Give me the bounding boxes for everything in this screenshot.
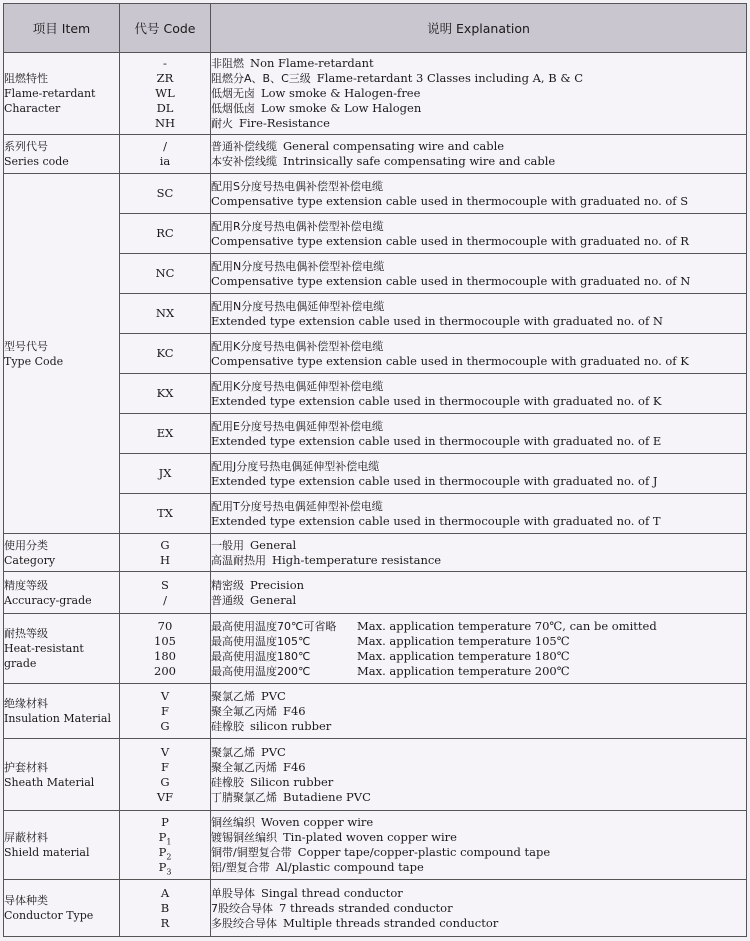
code-value: V <box>160 688 170 703</box>
expl-accuracy <box>211 572 747 614</box>
expl-line <box>211 86 746 101</box>
expl-cn: 最高使用温度200℃ <box>211 664 311 678</box>
expl-en: 7 threads stranded conductor <box>279 900 453 915</box>
code-value: F <box>161 703 169 718</box>
code-value: NH <box>154 116 176 130</box>
code-value: RC <box>120 214 211 254</box>
item-label-en: Flame-retardant <box>4 87 96 100</box>
expl-en: Low smoke & Halogen-free <box>261 86 421 100</box>
code-conductor <box>120 880 211 937</box>
type-row <box>4 174 747 214</box>
expl-type <box>211 254 747 294</box>
expl-sheath <box>211 739 747 811</box>
code-value: - <box>163 56 167 70</box>
item-insulation <box>4 684 120 739</box>
section-sheath <box>4 739 747 811</box>
expl-en: Flame-retardant 3 Classes including A, B & C <box>316 71 584 85</box>
code-value <box>120 860 210 875</box>
code-value: A <box>160 885 170 900</box>
code-value: H <box>159 552 171 567</box>
expl-cn: 铜丝编织 <box>211 816 255 829</box>
item-label-en: Insulation Material <box>4 712 111 725</box>
expl-cn: 配用K分度号热电偶延伸型补偿电缆 <box>211 379 384 393</box>
expl-en: Max. application temperature 200℃ <box>357 663 570 678</box>
expl-type <box>211 294 747 334</box>
expl-en: Max. application temperature 70℃, can be omitted <box>357 618 657 633</box>
item-label-en: Series code <box>4 155 69 168</box>
expl-line <box>211 71 746 86</box>
expl-cn: 精密级 <box>211 578 244 592</box>
expl-line <box>211 815 746 830</box>
code-value: 105 <box>154 633 176 648</box>
expl-line <box>211 538 746 553</box>
item-label-en: Accuracy-grade <box>4 593 92 607</box>
code-sheath <box>120 739 211 811</box>
item-label-en: grade <box>4 657 37 670</box>
item-label-cn: 精度等级 <box>4 578 48 592</box>
expl-flame <box>211 53 747 135</box>
expl-cn: 最高使用温度70℃可省略 <box>211 619 337 633</box>
expl-line <box>211 649 746 664</box>
expl-heat <box>211 614 747 684</box>
item-label-cn: 屏蔽材料 <box>4 831 48 844</box>
expl-cn: 镀锡铜丝编织 <box>211 831 277 844</box>
expl-series <box>211 135 747 174</box>
code-shield <box>120 811 211 880</box>
code-value <box>120 845 210 860</box>
section-heat <box>4 614 747 684</box>
code-insulation <box>120 684 211 739</box>
expl-cn: 聚氯乙烯 <box>211 745 255 759</box>
expl-en: Max. application temperature 105℃ <box>357 633 570 648</box>
expl-en: Singal thread conductor <box>261 885 403 900</box>
expl-line <box>211 760 746 775</box>
expl-en: Copper tape/copper-plastic compound tape <box>297 845 551 859</box>
expl-cn: 最高使用温度180℃ <box>211 649 311 663</box>
code-value: KC <box>120 334 211 374</box>
expl-line <box>211 619 746 634</box>
header-row <box>4 4 747 53</box>
section-accuracy <box>4 572 747 614</box>
expl-cn: 本安补偿线缆 <box>211 155 277 168</box>
expl-en: Al/plastic compound tape <box>275 860 424 874</box>
item-label-en: Heat-resistant <box>4 642 84 655</box>
code-value: R <box>160 915 170 930</box>
code-value: TX <box>120 494 211 534</box>
expl-line <box>211 689 746 704</box>
expl-shield <box>211 811 747 880</box>
expl-en: Extended type extension cable used in thermocouple with graduated no. of K <box>211 393 662 408</box>
section-series <box>4 135 747 174</box>
code-base: P <box>158 860 167 874</box>
item-label-cn: 阻燃特性 <box>4 72 48 85</box>
expl-line <box>211 139 746 154</box>
code-value <box>120 815 210 830</box>
code-value: F <box>161 759 169 774</box>
expl-en: High-temperature resistance <box>272 552 442 567</box>
expl-cn: 阻燃分A、B、C三级 <box>211 72 311 85</box>
item-label-en: Sheath Material <box>4 775 95 789</box>
expl-en: General <box>250 592 297 607</box>
code-table <box>3 3 747 937</box>
expl-cn: 多股绞合导体 <box>211 916 277 930</box>
item-label-cn: 使用分类 <box>4 538 48 552</box>
item-label-en: Conductor Type <box>4 909 94 922</box>
code-flame <box>120 53 211 135</box>
code-heat <box>120 614 211 684</box>
item-label-cn: 系列代号 <box>4 140 48 153</box>
expl-cn: 7股绞合导体 <box>211 901 273 915</box>
expl-type <box>211 374 747 414</box>
expl-cn: 配用K分度号热电偶补偿型补偿电缆 <box>211 339 384 353</box>
item-label-en: Category <box>4 553 56 567</box>
expl-type <box>211 494 747 534</box>
code-value: DL <box>156 101 174 115</box>
expl-cn: 低烟无卤 <box>211 87 255 100</box>
expl-en: Tin-plated woven copper wire <box>283 830 457 844</box>
item-label-cn: 耐热等级 <box>4 627 48 640</box>
expl-cn: 普通补偿线缆 <box>211 140 277 153</box>
section-flame <box>4 53 747 135</box>
code-value: WL <box>155 86 175 100</box>
expl-line <box>211 578 746 593</box>
item-accuracy <box>4 572 120 614</box>
expl-line <box>211 916 746 931</box>
code-value: NC <box>120 254 211 294</box>
expl-cn: 硅橡胶 <box>211 775 244 789</box>
item-heat <box>4 614 120 684</box>
expl-en: Intrinsically safe compensating wire and cable <box>283 154 556 168</box>
expl-line <box>211 116 746 131</box>
expl-en: Max. application temperature 180℃ <box>357 648 570 663</box>
expl-en: F46 <box>283 703 306 718</box>
code-value: 180 <box>154 648 176 663</box>
expl-cn: 聚全氟乙丙烯 <box>211 760 277 774</box>
code-value: B <box>160 900 170 915</box>
expl-cn: 耐火 <box>211 117 233 130</box>
code-category <box>120 534 211 572</box>
section-conductor <box>4 880 747 937</box>
code-value: ZR <box>156 71 174 85</box>
header-item: 项目 Item <box>4 4 120 53</box>
expl-en: Precision <box>250 577 305 592</box>
item-label-cn: 护套材料 <box>4 760 48 774</box>
expl-type <box>211 414 747 454</box>
expl-en: Silicon rubber <box>250 774 334 789</box>
expl-cn: 聚全氟乙丙烯 <box>211 704 277 718</box>
item-flame <box>4 53 120 135</box>
expl-cn: 聚氯乙烯 <box>211 689 255 703</box>
expl-en: Fire-Resistance <box>239 116 330 130</box>
expl-en: General compensating wire and cable <box>283 139 505 153</box>
code-base: P <box>161 815 169 829</box>
item-label-en: Character <box>4 102 61 115</box>
code-value: NX <box>120 294 211 334</box>
section-shield <box>4 811 747 880</box>
item-conductor <box>4 880 120 937</box>
code-value: KX <box>120 374 211 414</box>
code-value: JX <box>120 454 211 494</box>
header-explanation: 说明 Explanation <box>211 4 747 53</box>
expl-category <box>211 534 747 572</box>
code-value: 200 <box>154 663 176 678</box>
code-value: S <box>161 577 169 592</box>
expl-line <box>211 830 746 845</box>
item-shield <box>4 811 120 880</box>
expl-cn: 配用E分度号热电偶延伸型补偿电缆 <box>211 419 383 433</box>
item-label-en: Type Code <box>4 354 64 368</box>
expl-cn: 配用J分度号热电偶延伸型补偿电缆 <box>211 459 380 473</box>
expl-en: Extended type extension cable used in thermocouple with graduated no. of N <box>211 313 663 328</box>
expl-en: Non Flame-retardant <box>250 56 374 70</box>
expl-en: Compensative type extension cable used in thermocouple with graduated no. of N <box>211 273 691 288</box>
expl-line <box>211 56 746 71</box>
expl-line <box>211 634 746 649</box>
expl-en: Low smoke & Low Halogen <box>261 101 422 115</box>
expl-line <box>211 775 746 790</box>
code-accuracy <box>120 572 211 614</box>
code-value: G <box>160 774 170 789</box>
expl-line <box>211 845 746 860</box>
expl-cn: 低烟低卤 <box>211 102 255 115</box>
code-value: / <box>163 592 167 607</box>
expl-en: silicon rubber <box>250 718 332 733</box>
expl-en: Woven copper wire <box>261 815 374 829</box>
code-value: / <box>163 139 167 153</box>
expl-cn: 铜带/铜塑复合带 <box>211 846 292 859</box>
code-value: VF <box>156 789 174 804</box>
expl-cn: 单股导体 <box>211 886 255 900</box>
expl-insulation <box>211 684 747 739</box>
expl-en: Compensative type extension cable used in thermocouple with graduated no. of K <box>211 353 689 368</box>
expl-line <box>211 704 746 719</box>
item-label-cn: 绝缘材料 <box>4 697 48 710</box>
expl-en: PVC <box>261 688 286 703</box>
expl-cn: 普通级 <box>211 593 244 607</box>
expl-en: Multiple threads stranded conductor <box>283 915 499 930</box>
expl-en: Compensative type extension cable used in thermocouple with graduated no. of R <box>211 233 689 248</box>
item-sheath <box>4 739 120 811</box>
expl-line <box>211 860 746 875</box>
item-category <box>4 534 120 572</box>
code-value: ia <box>159 154 171 168</box>
expl-cn: 配用S分度号热电偶补偿型补偿电缆 <box>211 179 383 193</box>
expl-cn: 高温耐热用 <box>211 553 266 567</box>
expl-type <box>211 174 747 214</box>
expl-type <box>211 334 747 374</box>
expl-conductor <box>211 880 747 937</box>
expl-cn: 配用R分度号热电偶补偿型补偿电缆 <box>211 219 384 233</box>
code-base: P <box>158 845 167 859</box>
expl-cn: 配用N分度号热电偶补偿型补偿电缆 <box>211 259 385 273</box>
expl-cn: 一般用 <box>211 538 244 552</box>
expl-cn: 铝/塑复合带 <box>211 861 270 874</box>
expl-line <box>211 154 746 169</box>
code-value: G <box>160 718 170 733</box>
section-category <box>4 534 747 572</box>
expl-type <box>211 454 747 494</box>
code-value: V <box>160 744 170 759</box>
code-value <box>120 830 210 845</box>
expl-line <box>211 664 746 679</box>
expl-line <box>211 886 746 901</box>
expl-type <box>211 214 747 254</box>
code-sub: 2 <box>166 852 172 862</box>
expl-line <box>211 593 746 608</box>
item-label-en: Shield material <box>4 846 90 859</box>
expl-line <box>211 719 746 734</box>
expl-cn: 硅橡胶 <box>211 719 244 733</box>
expl-en: Compensative type extension cable used in thermocouple with graduated no. of S <box>211 193 689 208</box>
expl-en: Extended type extension cable used in thermocouple with graduated no. of E <box>211 433 662 448</box>
expl-en: Extended type extension cable used in thermocouple with graduated no. of T <box>211 513 661 528</box>
item-label-cn: 导体种类 <box>4 894 48 907</box>
expl-line <box>211 101 746 116</box>
code-sub: 1 <box>166 837 172 847</box>
item-type <box>4 174 120 534</box>
item-series <box>4 135 120 174</box>
expl-cn: 丁腈聚氯乙烯 <box>211 790 277 804</box>
section-insulation <box>4 684 747 739</box>
expl-en: PVC <box>261 744 286 759</box>
expl-cn: 非阻燃 <box>211 57 244 70</box>
code-sub: 3 <box>166 867 172 877</box>
code-value: 70 <box>157 618 173 633</box>
code-value: G <box>160 537 170 552</box>
code-base: P <box>158 830 167 844</box>
expl-line <box>211 745 746 760</box>
expl-en: Extended type extension cable used in thermocouple with graduated no. of J <box>211 473 658 488</box>
expl-cn: 配用T分度号热电偶延伸型补偿电缆 <box>211 499 383 513</box>
item-label-cn: 型号代号 <box>4 339 48 353</box>
expl-line <box>211 790 746 805</box>
code-value: SC <box>120 174 211 214</box>
expl-en: Butadiene PVC <box>283 789 371 804</box>
expl-en: General <box>250 537 297 552</box>
expl-line <box>211 553 746 568</box>
header-code: 代号 Code <box>120 4 211 53</box>
code-value: EX <box>120 414 211 454</box>
expl-cn: 配用N分度号热电偶延伸型补偿电缆 <box>211 299 385 313</box>
expl-cn: 最高使用温度105℃ <box>211 634 311 648</box>
expl-line <box>211 901 746 916</box>
code-series <box>120 135 211 174</box>
expl-en: F46 <box>283 759 306 774</box>
